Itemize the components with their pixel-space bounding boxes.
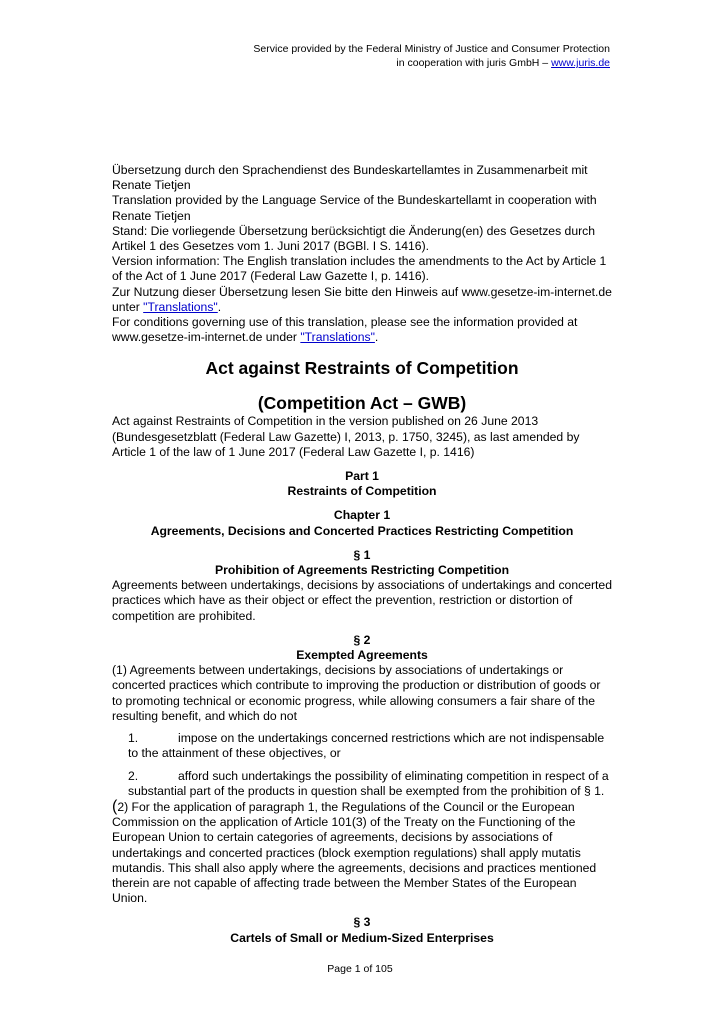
section-2-paragraph-1: (1) Agreements between undertakings, decisions by associations of undertakings or concerted practices which contribute to improving the production or distribution of goods or to promoting technical or economic progress, while allowing consumers a fair share of the resulting benefit, and which do not [112,663,601,723]
lead-paragraph: Act against Restraints of Competition in the version published on 26 June 2013 (Bundesgesetzblatt (Federal Law Gazette) I, 2013, p. 1750, 3245), as last amended by Article 1 of the law of 1 June 2017 (Federal Law Gazette I, p. 1416) [112,414,580,459]
document-body [112,163,612,946]
intro-line-6-suffix: . [374,330,379,345]
part-number: Part 1 [345,469,379,484]
paragraph-open-paren: ( [112,797,118,815]
section-2-paragraph-2 [112,799,612,906]
chapter-heading [112,508,612,538]
list-item-text: impose on the undertakings concerned restrictions which are not indispensable to the attainment of these objectives, or [128,731,605,761]
page-number: Page 1 of 105 [327,963,393,975]
part-title: Restraints of Competition [287,484,437,499]
intro-line-1: Übersetzung durch den Sprachendienst des Bundeskartellamtes in Zusammenarbeit mit Renate Tietjen [112,163,588,193]
section-2-paragraph-2-text: 2) For the application of paragraph 1, the Regulations of the Council or the European Commission on the application of Article 101(3) of the Treaty on the Functioning of the European Union to certain categories of agreements, decisions by associations of undertakings and concerted practices (block exemption regulations) shall apply mutatis mutandis. This shall also apply where the agreements, decisions and practices mentioned therein are not capable of affecting trade between the Member States of the European Union. [112,799,597,906]
section-1-text: Agreements between undertakings, decisions by associations of undertakings and concerted practices which have as their object or effect the prevention, restriction or distortion of competition are prohibited. [112,578,612,623]
intro-line-3: Stand: Die vorliegende Übersetzung berücksichtigt die Änderung(en) des Gesetzes durch Artikel 1 des Gesetzes vom 1. Juni 2017 (BGBl. I S. 1416). [112,223,596,254]
translations-link-en[interactable]: "Translations" [300,330,375,345]
section-1-title: Prohibition of Agreements Restricting Competition [214,563,510,578]
section-2-title: Exempted Agreements [296,648,428,663]
section-3-number: § 3 [353,915,371,930]
section-1-number: § 1 [353,547,371,562]
list-item [112,731,612,761]
intro-line-5 [112,285,612,315]
intro-line-2: Translation provided by the Language Service of the Bundeskartellamt in cooperation with Renate Tietjen [112,193,597,223]
list-item-number: 2. [128,768,139,783]
section-2-number: § 2 [353,632,371,647]
juris-link[interactable]: www.juris.de [551,57,610,69]
document-title: Act against Restraints of Competition [205,358,519,379]
section-3-title: Cartels of Small or Medium-Sized Enterprises [230,930,494,945]
list-item-text: afford such undertakings the possibility of eliminating competition in respect of a substantial part of the products in question shall be exempted from the prohibition of § 1. [128,768,609,798]
chapter-number: Chapter 1 [333,508,391,523]
header-line-1: Service provided by the Federal Ministry of Justice and Consumer Protection [253,43,610,55]
intro-line-6-text: For conditions governing use of this translation, please see the information provided at www.gesetze-im-internet.de under [112,315,578,345]
document-subtitle: (Competition Act – GWB) [257,393,467,414]
section-1-heading [112,548,612,578]
translation-notice [112,163,612,345]
section-3-heading [112,915,612,945]
part-heading [112,469,612,499]
chapter-title: Agreements, Decisions and Concerted Practices Restricting Competition [150,523,574,538]
intro-line-5-text: Zur Nutzung dieser Übersetzung lesen Sie bitte den Hinweis auf www.gesetze-im-internet.de unter [112,284,612,314]
translations-link-de[interactable]: "Translations" [143,299,218,314]
intro-line-4: Version information: The English translation includes the amendments to the Act by Article 1 of the Act of 1 June 2017 (Federal Law Gazette I, p. 1416). [112,254,607,284]
intro-line-6 [112,315,612,345]
list-item [112,769,612,799]
page-header [253,42,610,70]
intro-line-5-suffix: . [217,299,222,314]
header-line-2-text: in cooperation with juris GmbH – [396,57,552,69]
list-item-number: 1. [128,731,139,746]
section-2-heading [112,633,612,663]
header-line-2 [253,56,610,70]
